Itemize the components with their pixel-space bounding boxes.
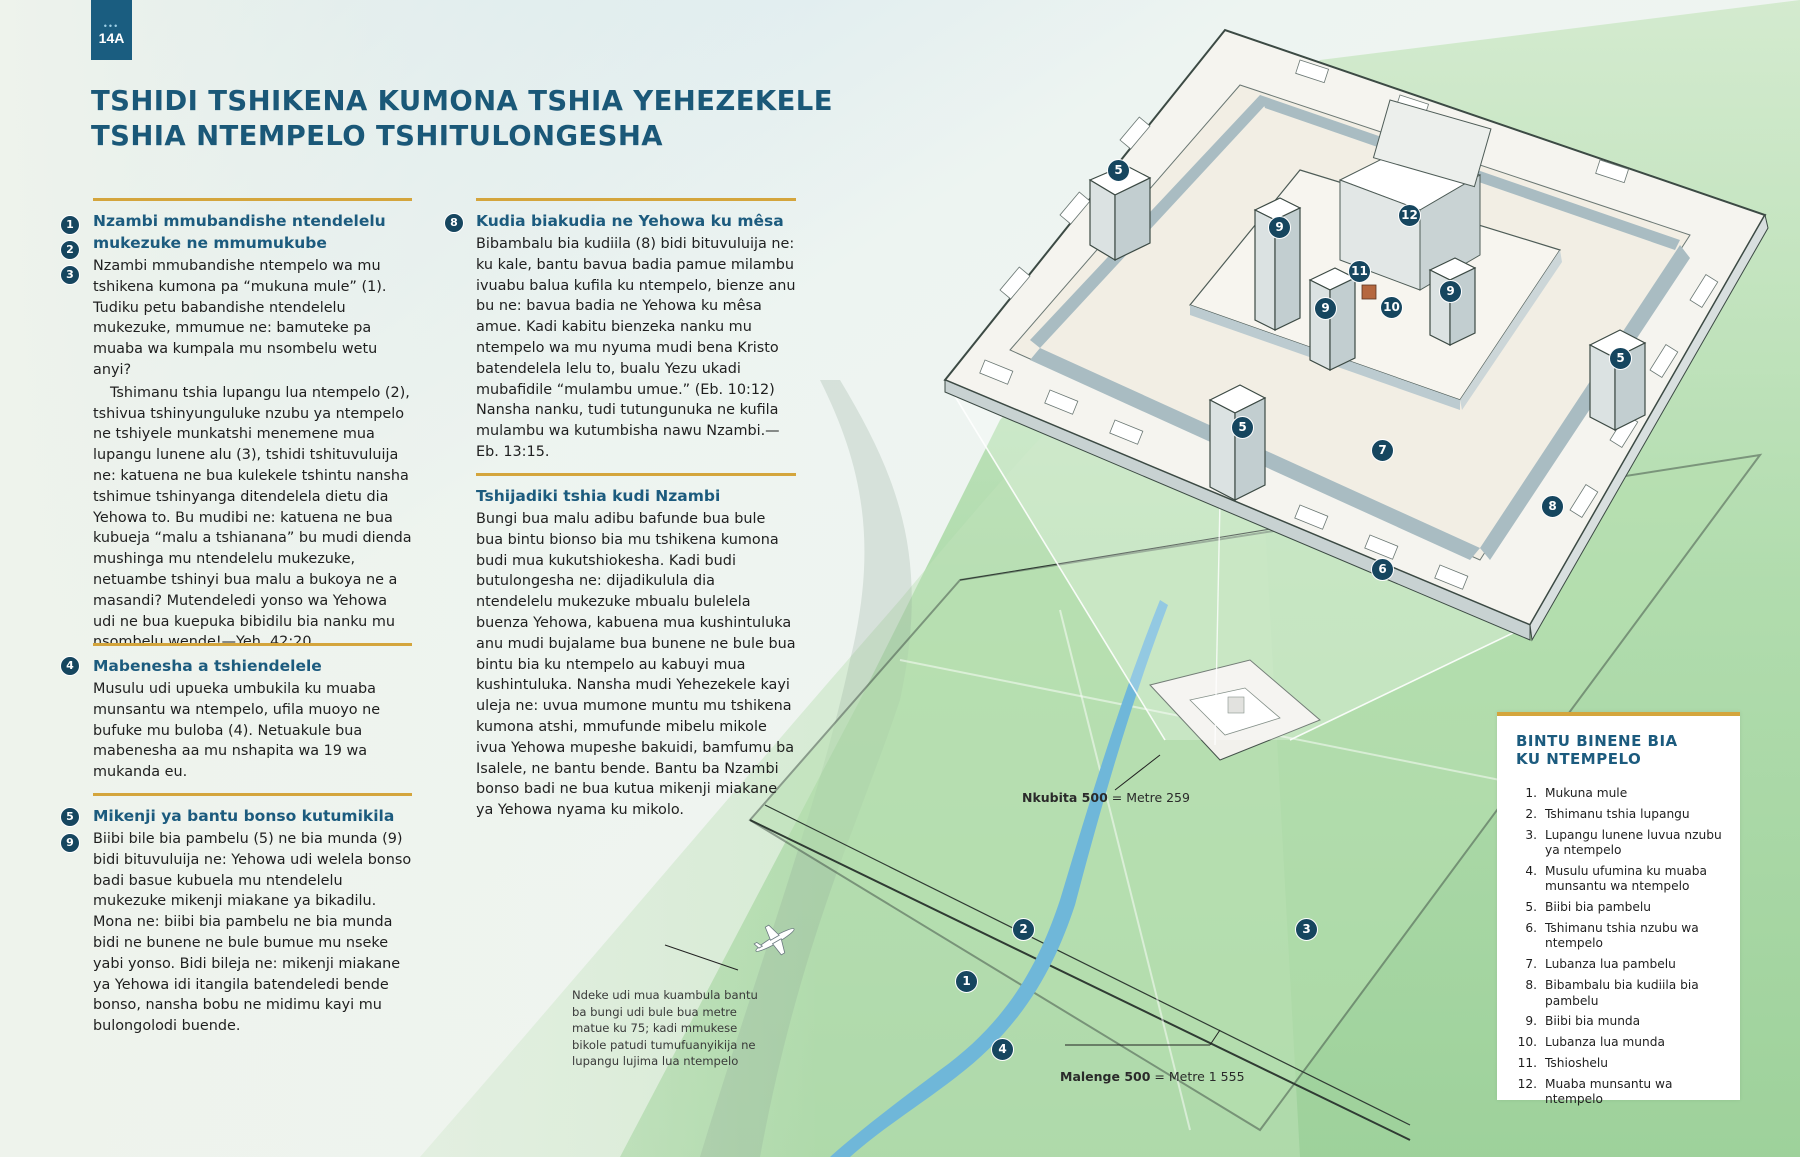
legend-title [1497,716,1740,768]
paragraph: Tshimanu tshia lupangu lua ntempelo (2), tshivua tshinyunguluke nzubu ya ntempelo ne tshiyele munkatshi menemene mua lupangu lunene alu (3), tshidi tshituvuluija ne: katuena ne bua kulekele tshintu nansha tshimue tshinyanga ditendelela dietu dia Yehowa to. Bu mudibi ne: katuena ne bua kubueja “malu a tshianana” bu mudi dienda mushinga mu ntendelelu mukezuke, netuambe tshinyi bua malu a bukoya ne a masandi? Mutendeledi yonso wa Yehowa udi ne bua kuepuka bibidilu bia nanku mu [93,384,412,630]
legend-item-number: 11. [1517,1055,1537,1070]
legend-item-number: 5. [1525,900,1537,915]
section-promise-from-god [476,473,796,821]
marker-3: 3 [60,265,80,285]
section-body [476,509,796,821]
measure-label: Malenge 500 [1060,1069,1151,1084]
diagram-marker-5: 5 [1609,347,1632,370]
legend-item-text: Tshioshelu [1545,1055,1609,1070]
legend-item-text: Lubanza lua pambelu [1545,957,1676,972]
width-measure-caption [1022,789,1190,806]
section-body [93,679,412,783]
section-body [476,234,796,463]
legend-item-text: Biibi bia munda [1545,1014,1641,1029]
section-title: Kudia biakudia ne Yehowa ku mêsa [476,212,784,230]
legend-item-text: Tshimanu tshia lupangu [1545,806,1690,821]
length-measure-caption [1060,1068,1245,1085]
diagram-marker-11: 11 [1348,260,1371,283]
legend-list [1497,768,1740,1108]
page-title [91,84,851,154]
legend-item [1516,864,1730,895]
legend-item-number: 7. [1525,957,1537,972]
legend-item-number: 1. [1525,786,1537,800]
legend-box [1497,712,1740,1107]
diagram-marker-9: 9 [1268,216,1291,239]
marker-2: 2 [60,240,80,260]
title-line-1: TSHIDI TSHIKENA KUMONA TSHIA YEHEZEKELE [91,85,833,117]
legend-item-number: 3. [1525,827,1537,842]
legend-item-number: 8. [1525,978,1537,993]
diagram-marker-5: 5 [1231,416,1254,439]
measure-label: Nkubita 500 [1022,790,1108,805]
legend-item-number: 4. [1525,863,1537,878]
section-rule [476,198,796,201]
page-tab-label: 14A [98,30,125,46]
legend-item-text: Lupangu lunene luvua nzubu ya ntempelo [1545,827,1722,858]
diagram-marker-4: 4 [991,1038,1014,1061]
legend-item-number: 6. [1525,920,1537,935]
section-everlasting-blessings [93,643,412,783]
section-rule [93,643,412,646]
legend-item-text: Lubanza lua munda [1545,1035,1665,1050]
tab-dots-icon: ••• [103,21,120,31]
section-standards-for-all [93,793,412,1037]
legend-item-number: 2. [1525,806,1537,821]
legend-item [1516,786,1730,802]
diagram-marker-10: 10 [1380,296,1403,319]
measure-value: = Metre 259 [1111,790,1190,805]
paragraph: Nzambi mmubandishe ntempelo wa mu tshikena kumona pa “mukuna mule” (1). Tudiku petu babandishe ntendelelu mukezuke, mmumue ne: bamuteke pa muaba wa kumpala mu nsombelu wetu anyi? [93,258,387,378]
section-title: Mabenesha a tshiendelele [93,657,322,675]
diagram-marker-8: 8 [1541,495,1564,518]
diagram-marker-1: 1 [955,970,978,993]
section-title: Tshijadiki tshia kudi Nzambi [476,487,721,505]
legend-item [1516,900,1730,916]
legend-item-text: Bibambalu bia kudiila bia pambelu [1545,978,1699,1008]
section-title: Nzambi mmubandishe ntendelelu mukezuke ne mmumukube [93,212,386,252]
diagram-marker-6: 6 [1371,558,1394,581]
legend-item [1516,807,1730,823]
section-rule [476,473,796,476]
legend-title-line-2: KU NTEMPELO [1516,750,1642,768]
plane-caption: Ndeke udi mua kuambula bantu ba bungi udi bule bua metre matue ku 75; kadi mmukese bikole patudi tumufuanyikija ne lupangu lujima lua ntempelo [572,988,758,1068]
section-eating-with-jehovah [476,198,796,463]
legend-item [1516,1035,1730,1051]
legend-item [1516,978,1730,1009]
section-pure-worship-elevated [93,198,412,653]
paragraph: Musulu udi upueka umbukila ku muaba munsantu wa ntempelo, ufila muoyo ne bufuke mu buloba (4). Netuakule bua mabenesha aa mu nshapita wa 19 wa mukanda eu. [93,681,381,781]
legend-item [1516,1014,1730,1030]
marker-4: 4 [60,656,80,676]
diagram-marker-9: 9 [1314,297,1337,320]
paragraph: Bibambalu bia kudiila (8) bidi bituvuluija ne: ku kale, bantu bavua badia pamue milambu ivuabu balua kufila ku ntempelo, bienze anu bu ne: bavua badia ne Yehowa ku mêsa amue. Kadi kabitu bienzeka nanku mu ntempelo wa mu nyuma mudi bena Kristo batendelela lelu to, bualu Yezu ukadi mubafidile “mulambu umue.” (Eb. 10:12) Nansha nanku, tudi tutungunuka ne kufila mulambu wa kutumbisha nawu Nzambi.—Eb. 13:15. [476,236,796,460]
legend-title-line-1: BINTU BINENE BIA [1516,732,1678,750]
section-rule [93,793,412,796]
paragraph: Biibi bile bia pambelu (5) ne bia munda (9) bidi bituvuluija ne: Yehowa udi welela bonso badi basue kubuela mu ntendelelu mukezuke mikenji miakane ya bikadilu. Mona ne: biibi bia pambelu ne bia munda bidi ne bunene ne bule bumue mu nseke yabi yonso. Bidi bileja ne: mikenji miakane ya Yehowa idi itangila batendeledi bende bonso, nansha bobu ne midimu kayi mu bulongolodi buende. [93,831,412,1035]
diagram-marker-9: 9 [1439,280,1462,303]
marker-5: 5 [60,807,80,827]
marker-8: 8 [444,213,464,233]
legend-item-number: 12. [1517,1076,1537,1091]
legend-item-text: Muaba munsantu wa ntempelo [1545,1076,1673,1107]
legend-item-number: 10. [1517,1035,1537,1050]
legend-item [1516,828,1730,859]
page-tab [91,0,132,60]
legend-item [1516,957,1730,973]
marker-1: 1 [60,215,80,235]
marker-9: 9 [60,833,80,853]
legend-item [1516,1077,1730,1108]
diagram-marker-5: 5 [1107,159,1130,182]
diagram-marker-7: 7 [1371,439,1394,462]
section-body [93,256,412,653]
paragraph: Bungi bua malu adibu bafunde bua bule bua bintu bionso bia mu tshikena kumona budi mua kukutshiokesha. Kadi budi butulongesha ne: dijadikulula dia ntendelelu mukezuke mbualu bulelela buenza Yehowa, kabuena mua kushintuluka anu mudi bujalame bua bunene ne bule bua bintu bia ku ntempelo au kabuyi mua kushintuluka. Nansha mudi Yehezekele kayi uleja ne: uvua mumone muntu mu tshikena kumona atshi, mmufunde mibelu mikole ivua Yehowa mupeshe bakuidi, bamfumu ba Isalele, ne bantu bende. Bantu ba Nzambi bonso badi ne bua kutua mikenji miakane ya Yehowa nyama ku mikolo. [476,511,796,819]
legend-item [1516,921,1730,952]
measure-value: = Metre 1 555 [1154,1069,1245,1084]
legend-item-text: Tshimanu tshia nzubu wa ntempelo [1545,920,1699,951]
diagram-marker-3: 3 [1295,918,1318,941]
diagram-marker-12: 12 [1398,204,1421,227]
legend-item-text: Mukuna mule [1545,786,1628,800]
section-body [93,829,412,1037]
legend-item-text: Biibi bia pambelu [1545,900,1652,915]
legend-item [1516,1056,1730,1072]
title-line-2: TSHIA NTEMPELO TSHITULONGESHA [91,120,663,152]
legend-item-text: Musulu ufumina ku muaba munsantu wa ntempelo [1545,863,1707,894]
section-rule [93,198,412,201]
section-title: Mikenji ya bantu bonso kutumikila [93,807,395,825]
legend-item-number: 9. [1525,1014,1537,1029]
diagram-marker-2: 2 [1012,918,1035,941]
